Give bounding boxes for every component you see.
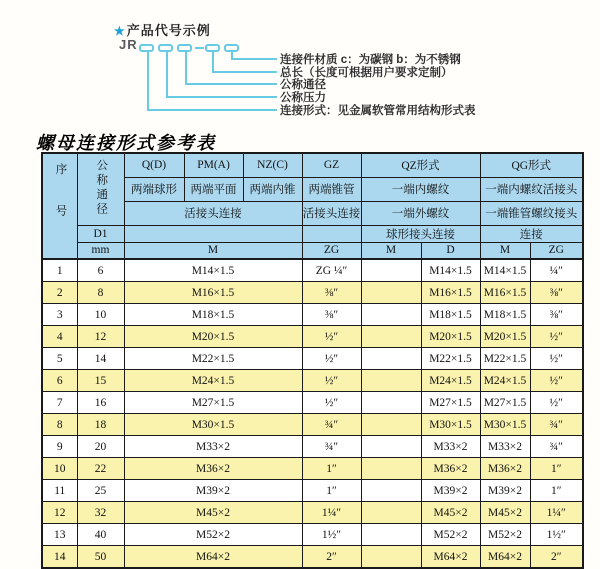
cell-qz-m [361, 480, 421, 502]
cell-serial: 2 [42, 282, 77, 304]
cell-qz-d: M18×1.5 [421, 304, 480, 326]
connector-line-5 [147, 52, 277, 111]
header-unit-qz-d: D [421, 242, 480, 259]
table-row [42, 480, 583, 502]
table-row [42, 304, 583, 326]
cell-serial: 11 [42, 480, 77, 502]
cell-serial: 9 [42, 436, 77, 458]
cell-mm: 18 [77, 414, 124, 436]
cell-qz-m [361, 524, 421, 546]
table-body [42, 259, 583, 568]
cell-qz-m [361, 546, 421, 569]
header-unit-qg-zg: ZG [530, 242, 583, 259]
header-group-qg: QG形式 [480, 153, 583, 177]
table-row [42, 436, 583, 458]
cell-mm: 6 [77, 259, 124, 282]
cell-gz: ⅜″ [302, 282, 361, 304]
header-group-qz: QZ形式 [361, 153, 480, 177]
code-box-1 [139, 44, 154, 52]
diagram-label-total-length: 总长（长度可根据用户要求定制） [280, 67, 453, 79]
cell-qg-zg: ⅜″ [530, 304, 583, 326]
cell-qz-d: M24×1.5 [421, 370, 480, 392]
cell-m-thread: M27×1.5 [124, 392, 302, 414]
table-row [42, 458, 583, 480]
cell-qg-zg: ½″ [530, 370, 583, 392]
header-d1: D1 [77, 225, 124, 242]
cell-qz-d: M39×2 [421, 480, 480, 502]
cell-qz-d: M52×2 [421, 524, 480, 546]
cell-gz: ⅜″ [302, 304, 361, 326]
code-dash [195, 47, 204, 49]
cell-m-thread: M52×2 [124, 524, 302, 546]
cell-m-thread: M33×2 [124, 436, 302, 458]
cell-serial: 14 [42, 546, 77, 569]
cell-gz: ½″ [302, 370, 361, 392]
cell-qg-m: M52×2 [480, 524, 530, 546]
cell-qg-zg: ½″ [530, 348, 583, 370]
header-unit-qg-m: M [480, 242, 530, 259]
product-code-prefix: JR [119, 37, 138, 52]
header-endtype-nzc: 两端内锥 [243, 177, 302, 201]
cell-qz-m [361, 436, 421, 458]
table-row [42, 502, 583, 524]
table-row [42, 414, 583, 436]
cell-mm: 22 [77, 458, 124, 480]
cell-m-thread: M30×1.5 [124, 414, 302, 436]
header-subconnection-qz: 球形接头连接 [361, 225, 480, 242]
table-row [42, 326, 583, 348]
header-endtype-qd: 两端球形 [124, 177, 184, 201]
cell-qz-d: M27×1.5 [421, 392, 480, 414]
cell-m-thread: M39×2 [124, 480, 302, 502]
cell-m-thread: M18×1.5 [124, 304, 302, 326]
star-icon: ★ [114, 24, 126, 38]
cell-qg-zg: 2″ [530, 546, 583, 569]
cell-mm: 12 [77, 326, 124, 348]
header-unit-m: M [124, 242, 302, 259]
cell-mm: 14 [77, 348, 124, 370]
cell-qz-d: M16×1.5 [421, 282, 480, 304]
cell-qg-zg: 1″ [530, 480, 583, 502]
cell-m-thread: M24×1.5 [124, 370, 302, 392]
cell-qz-m [361, 392, 421, 414]
cell-qg-zg: 1¼″ [530, 502, 583, 524]
cell-qg-zg: ¼″ [530, 259, 583, 282]
cell-m-thread: M16×1.5 [124, 282, 302, 304]
cell-qg-zg: ½″ [530, 326, 583, 348]
cell-qz-m [361, 502, 421, 524]
header-nominal-diameter: 公称通径 [77, 153, 124, 225]
cell-qg-m: M20×1.5 [480, 326, 530, 348]
header-connection-gz: 活接头连接 [302, 201, 361, 225]
cell-qg-zg: ½″ [530, 392, 583, 414]
cell-gz: ½″ [302, 392, 361, 414]
code-box-4 [205, 44, 220, 52]
cell-mm: 25 [77, 480, 124, 502]
cell-qg-m: M36×2 [480, 458, 530, 480]
header-endtype-qz: 一端内螺纹 [361, 177, 480, 201]
cell-qz-d: M14×1.5 [421, 259, 480, 282]
header-mm: mm [77, 242, 124, 259]
cell-qg-m: M33×2 [480, 436, 530, 458]
cell-mm: 50 [77, 546, 124, 569]
cell-gz: 1¼″ [302, 502, 361, 524]
cell-qg-zg: 1½″ [530, 524, 583, 546]
cell-mm: 32 [77, 502, 124, 524]
cell-m-thread: M64×2 [124, 546, 302, 569]
header-group-gz: GZ [302, 153, 361, 177]
cell-qz-d: M45×2 [421, 502, 480, 524]
cell-qg-m: M16×1.5 [480, 282, 530, 304]
cell-qg-m: M30×1.5 [480, 414, 530, 436]
cell-gz: ¾″ [302, 414, 361, 436]
cell-qg-m: M24×1.5 [480, 370, 530, 392]
table-row [42, 282, 583, 304]
table-row [42, 259, 583, 282]
code-box-2 [158, 44, 173, 52]
header-endtype-qg: 一端内螺纹活接头 [480, 177, 583, 201]
cell-qg-m: M18×1.5 [480, 304, 530, 326]
cell-qg-m: M64×2 [480, 546, 530, 569]
cell-mm: 8 [77, 282, 124, 304]
cell-mm: 16 [77, 392, 124, 414]
diagram-label-material: 连接件材质 c：为碳钢 b：为不锈钢 [280, 54, 461, 66]
cell-gz: ZG ¼″ [302, 259, 361, 282]
cell-qg-m: M27×1.5 [480, 392, 530, 414]
cell-qz-m [361, 282, 421, 304]
cell-serial: 3 [42, 304, 77, 326]
table-row [42, 392, 583, 414]
cell-m-thread: M22×1.5 [124, 348, 302, 370]
header-blank-gz [302, 225, 361, 242]
nut-connection-table [41, 152, 584, 569]
cell-qz-m [361, 259, 421, 282]
table-row [42, 348, 583, 370]
cell-mm: 10 [77, 304, 124, 326]
table-title: 螺母连接形式参考表 [36, 133, 216, 153]
cell-qz-m [361, 326, 421, 348]
code-box-5 [224, 44, 239, 52]
header-endtype-gz: 两端锥管 [302, 177, 361, 201]
cell-gz: ½″ [302, 348, 361, 370]
cell-serial: 1 [42, 259, 77, 282]
cell-serial: 12 [42, 502, 77, 524]
cell-qg-m: M14×1.5 [480, 259, 530, 282]
cell-qz-d: M33×2 [421, 436, 480, 458]
diagram-label-connection-form: 连接形式：见金属软管常用结构形式表 [280, 105, 476, 117]
header-group-qd: Q(D) [124, 153, 184, 177]
cell-gz: 1½″ [302, 524, 361, 546]
cell-mm: 20 [77, 436, 124, 458]
header-subconnection-qg: 连接 [480, 225, 583, 242]
cell-qz-m [361, 370, 421, 392]
cell-gz: 2″ [302, 546, 361, 569]
cell-qg-m: M22×1.5 [480, 348, 530, 370]
header-endtype-pma: 两端平面 [184, 177, 243, 201]
cell-gz: ¾″ [302, 436, 361, 458]
cell-qz-m [361, 304, 421, 326]
cell-m-thread: M45×2 [124, 502, 302, 524]
cell-qg-zg: ⅜″ [530, 282, 583, 304]
cell-qz-m [361, 414, 421, 436]
cell-qz-d: M64×2 [421, 546, 480, 569]
header-connection-qz: 一端外螺纹 [361, 201, 480, 225]
cell-serial: 10 [42, 458, 77, 480]
cell-serial: 4 [42, 326, 77, 348]
cell-qg-m: M39×2 [480, 480, 530, 502]
table-row [42, 546, 583, 569]
header-unit-qz-m: M [361, 242, 421, 259]
header-group-pma: PM(A) [184, 153, 243, 177]
diagram-title-text: 产品代号示例 [126, 23, 211, 38]
cell-serial: 5 [42, 348, 77, 370]
cell-qz-d: M30×1.5 [421, 414, 480, 436]
cell-qz-d: M22×1.5 [421, 348, 480, 370]
header-serial: 序号 [42, 153, 77, 259]
table-row [42, 524, 583, 546]
cell-qg-m: M45×2 [480, 502, 530, 524]
diagram-label-nominal-pressure: 公称压力 [280, 92, 326, 104]
header-blank-m [124, 225, 302, 242]
header-unit-zg: ZG [302, 242, 361, 259]
table-header [42, 153, 583, 259]
cell-m-thread: M20×1.5 [124, 326, 302, 348]
cell-gz: 1″ [302, 480, 361, 502]
cell-gz: ½″ [302, 326, 361, 348]
diagram-label-nominal-diameter: 公称通径 [280, 79, 326, 91]
header-group-nzc: NZ(C) [243, 153, 302, 177]
cell-qz-d: M36×2 [421, 458, 480, 480]
cell-qg-zg: 1″ [530, 458, 583, 480]
table-row [42, 370, 583, 392]
header-connection-union: 活接头连接 [124, 201, 302, 225]
header-connection-qg: 一端锥管螺纹接头 [480, 201, 583, 225]
cell-qz-d: M20×1.5 [421, 326, 480, 348]
cell-qg-zg: ¾″ [530, 414, 583, 436]
cell-mm: 15 [77, 370, 124, 392]
cell-m-thread: M14×1.5 [124, 259, 302, 282]
cell-qz-m [361, 348, 421, 370]
cell-serial: 7 [42, 392, 77, 414]
cell-qz-m [361, 458, 421, 480]
cell-serial: 6 [42, 370, 77, 392]
cell-mm: 40 [77, 524, 124, 546]
cell-gz: 1″ [302, 458, 361, 480]
cell-m-thread: M36×2 [124, 458, 302, 480]
code-box-3 [177, 44, 192, 52]
cell-serial: 8 [42, 414, 77, 436]
cell-qg-zg: ¾″ [530, 436, 583, 458]
cell-serial: 13 [42, 524, 77, 546]
